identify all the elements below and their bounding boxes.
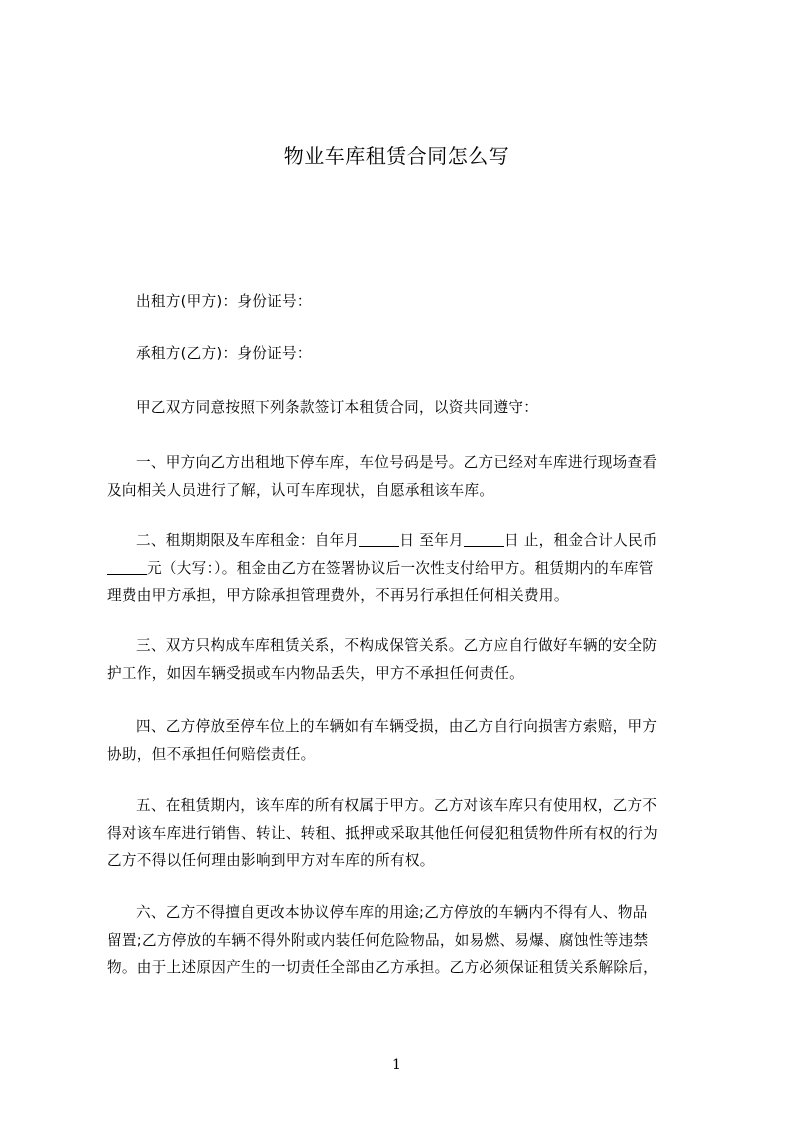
clause-4-line-2: 协助，但不承担任何赔偿责任。: [107, 745, 316, 763]
clause-1-line-2: 及向相关人员进行了解，认可车库现状，自愿承租该车库。: [107, 481, 495, 499]
clause-2: [107, 527, 701, 610]
clause-4-line-1: 四、乙方停放至停车位上的车辆如有车辆受损，由乙方自行向损害方索赔，甲方: [136, 718, 658, 735]
lessor-line: [107, 288, 701, 316]
clause-2-line-3: 理费由甲方承担，甲方除承担管理费外，不再另行承担任何相关费用。: [107, 587, 569, 604]
clause-3-line-2: 护工作，如因车辆受损或车内物品丢失，甲方不承担任何责任。: [107, 664, 525, 682]
clause-3-line-1: 三、双方只构成车库租赁关系，不构成保管关系。乙方应自行做好车辆的安全防: [136, 637, 658, 654]
clause-2-line-2: [107, 555, 701, 583]
document-title: 物业车库租赁合同怎么写: [283, 144, 510, 168]
lessee-text: 承租方(乙方)：身份证号：: [136, 345, 312, 362]
blank-day-end: [464, 532, 504, 547]
page-number: 1: [392, 1057, 401, 1073]
clause-6-line-2: 留置;乙方停放的车辆不得外附或内装任何危险物品，如易燃、易爆、腐蚀性等违禁: [107, 931, 649, 949]
clause-2-line-1: [107, 527, 701, 555]
clause-6-line-3: 物。由于上述原因产生的一切责任全部由乙方承担。乙方必须保证租赁关系解除后，: [107, 959, 659, 976]
clause-6-line-1: 六、乙方不得擅自更改本协议停车库的用途;乙方停放的车辆内不得有人、物品: [136, 904, 648, 921]
lessee-line: [107, 340, 701, 368]
clause-1-line-1: 一、甲方向乙方出租地下停车库，车位号码是号。乙方已经对车库进行现场查看: [136, 454, 658, 471]
clause-5-line-1: 五、在租赁期内，该车库的所有权属于甲方。乙方对该车库只有使用权，乙方不: [136, 797, 658, 814]
clause-3: [107, 632, 701, 687]
clause-2-text-c: 日 止，租金合计人民币: [503, 532, 658, 549]
clause-2-text-a: 二、租期期限及车库租金：自年月: [136, 532, 360, 549]
clause-6: [107, 899, 701, 982]
clause-5-line-2: 得对该车库进行销售、转让、转租、抵押或采取其他任何侵犯租赁物件所有权的行为: [107, 824, 659, 842]
clause-4: [107, 713, 701, 768]
intro-text: 甲乙双方同意按照下列条款签订本租赁合同，以资共同遵守：: [136, 399, 539, 416]
blank-day-start: [359, 532, 399, 547]
clause-2-text-d: 元（大写：）。租金由乙方在签署协议后一次性支付给甲方。租赁期内的车库管: [147, 559, 654, 577]
lessor-text: 出租方(甲方)：身份证号：: [136, 293, 312, 310]
clause-1: [107, 449, 701, 504]
intro-paragraph: [107, 394, 701, 422]
clause-5-line-3: 乙方不得以任何理由影响到甲方对车库的所有权。: [107, 852, 435, 869]
clause-2-text-b: 日 至年月: [399, 532, 464, 549]
clause-5: [107, 792, 701, 875]
blank-amount: [107, 560, 147, 575]
